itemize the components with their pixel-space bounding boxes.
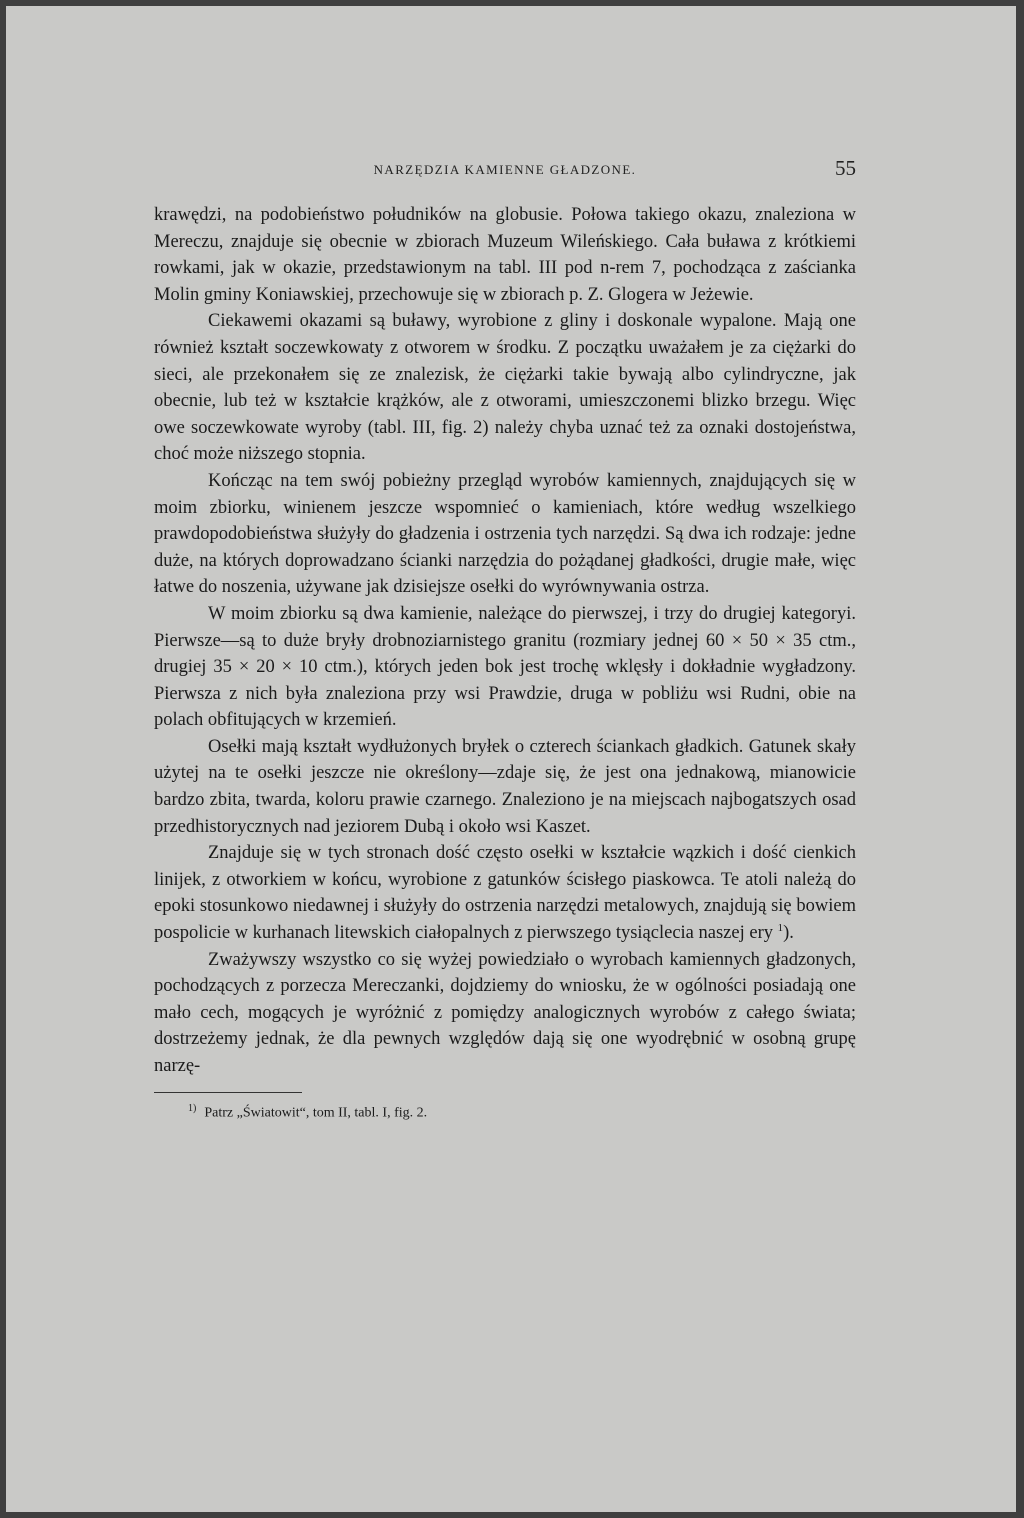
paragraph-4: W moim zbiorku są dwa kamienie, należące do pierwszej, i trzy do drugiej kategoryi. Pierwsze—są to duże bryły drobnoziarnistego granitu (rozmiary jednej 60 × 50 × 35 ctm., drugiej 35 × 20 × 10 ctm.), których jeden bok jest trochę wklęsły i dokładnie wygładzony. Pierwsza z nich była znaleziona przy wsi Prawdzie, druga w pobliżu wsi Rudni, obie na polach obfitujących w krzemień. <box>154 603 856 731</box>
footnote-rule <box>154 1092 302 1093</box>
running-title: NARZĘDZIA KAMIENNE GŁADZONE. <box>373 162 637 177</box>
paragraph-6 <box>154 840 856 946</box>
paragraph-6-text: Znajduje się w tych stronach dość często osełki w kształcie wązkich i dość cienkich linijek, z otworkiem w końcu, wyrobione z gatunków ścisłego piaskowca. Te atoli należą do epoki stosunkowo niedawnej i służyły do ostrzenia narzędzi metalowych, znajdują się bowiem pospolicie w kurhanach litewskich ciałopalnych z pierwszego tysiąclecia naszej ery <box>154 843 856 944</box>
footnote-text: Patrz „Światowit“, tom II, tabl. I, fig. 2. <box>204 1105 428 1121</box>
page-number: 55 <box>835 156 856 180</box>
paragraph-7: Zważywszy wszystko co się wyżej powiedziało o wyrobach kamiennych gładzonych, pochodzących z porzecza Mereczanki, dojdziemy do wniosku, że w ogólności posiadają one mało cech, mogących je wyróżnić z pomiędzy analogicznych wyrobów z całego świata; dostrzeżemy jednak, że dla pewnych względów dają się one wyodrębnić w osobną grupę narzę- <box>154 949 856 1076</box>
footnote-reference: 1 <box>777 921 784 934</box>
paragraph-6-end: ). <box>783 923 794 944</box>
page-header <box>154 156 856 190</box>
paragraph-1: krawędzi, na podobieństwo południków na globusie. Połowa takiego okazu, znaleziona w Mereczu, znajduje się obecnie w zbiorach Muzeum Wileńskiego. Cała buława z krótkiemi rowkami, jak w okazie, przedstawionym na tabl. III pod n-rem 7, pochodząca z zaścianka Molin gminy Koniawskiej, przechowuje się w zbiorach p. Z. Glogera w Jeżewie. <box>154 205 856 305</box>
page-content <box>154 156 856 1123</box>
body-text <box>154 202 856 1080</box>
paragraph-3: Kończąc na tem swój pobieżny przegląd wyrobów kamiennych, znajdujących się w moim zbiorku, winienem jeszcze wspomnieć o kamieniach, które według wszelkiego prawdopodobieństwa służyły do gładzenia i ostrzenia tych narzędzi. Są dwa ich rodzaje: jedne duże, na których doprowadzano ścianki narzędzia do pożądanej gładkości, drugie małe, więc łatwe do noszenia, używane jak dzisiejsze osełki do wyrównywania ostrza. <box>154 470 856 598</box>
paragraph-5: Osełki mają kształt wydłużonych bryłek o czterech ściankach gładkich. Gatunek skały użytej na te osełki jeszcze nie określony—zdaje się, że jest ona jednakową, mianowicie bardzo zbita, twarda, koloru prawie czarnego. Znaleziono je na miejscach najbogatszych osad przedhistorycznych nad jeziorem Dubą i około wsi Kaszet. <box>154 736 856 837</box>
footnote-mark: 1) <box>188 1102 197 1114</box>
footnote <box>154 1099 856 1124</box>
paragraph-2: Ciekawemi okazami są buławy, wyrobione z gliny i doskonale wypalone. Mają one również kształt soczewkowaty z otworem w środku. Z początku uważałem je za ciężarki do sieci, ale przekonałem się ze znalezisk, że ciężarki takie bywają albo cylindryczne, jak obecnie, lub też w kształcie krążków, ale z otworami, umieszczonemi blizko brzegu. Więc owe soczewkowate wyroby (tabl. III, fig. 2) należy chyba uznać też za oznaki dostojeństwa, choć może niższego stopnia. <box>154 311 856 465</box>
